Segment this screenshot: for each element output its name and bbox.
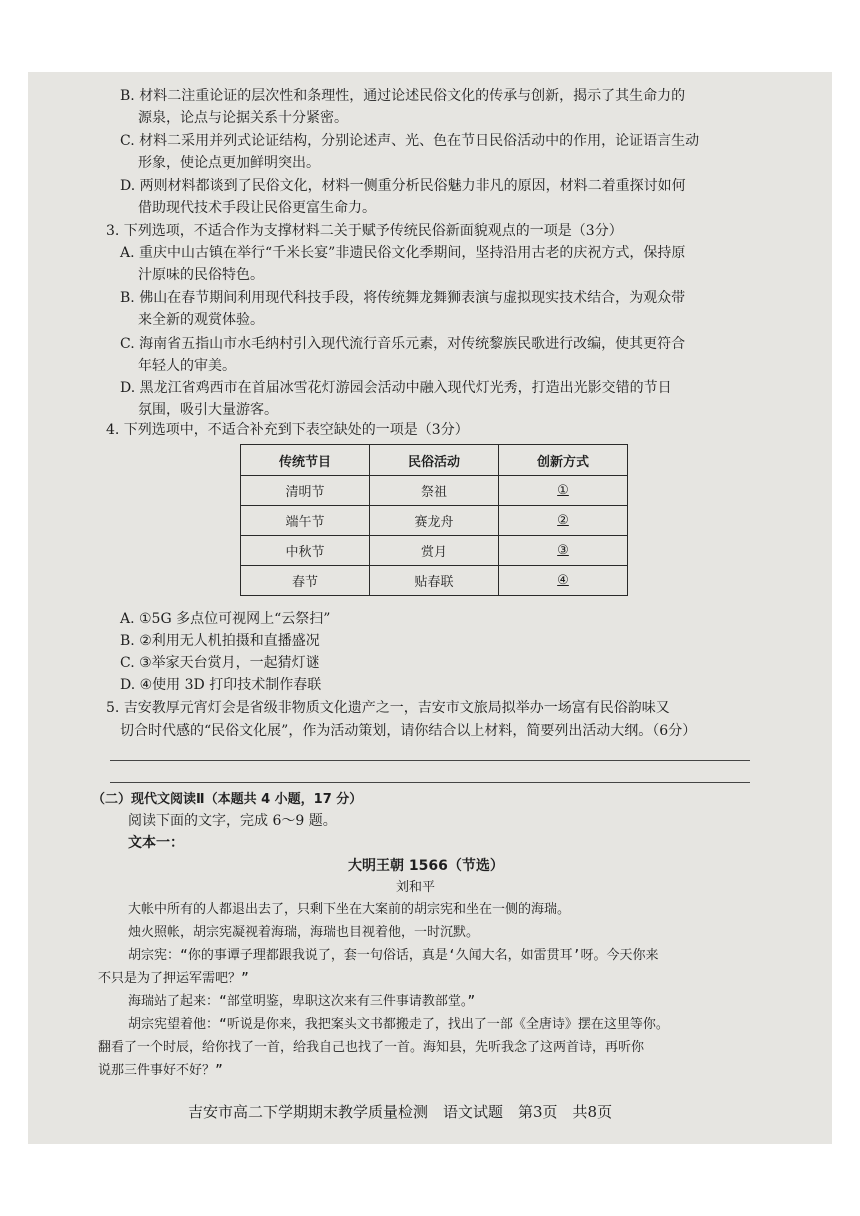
table-header-festival: 传统节目 [241,445,370,476]
q3-option-c: C. 海南省五指山市水毛纳村引入现代流行音乐元素，对传统黎族民歌进行改编，使其更符合 [120,336,686,352]
section-instruction: 阅读下面的文字，完成 6～9 题。 [128,813,337,829]
q4-option-d: D. ④使用 3D 打印技术制作春联 [120,677,322,693]
passage-title: 大明王朝 1566（节选） [348,858,504,874]
table-cell-activity: 赛龙舟 [370,506,499,536]
answer-line [110,782,750,783]
section-heading: （二）现代文阅读Ⅱ（本题共 4 小题，17 分） [92,792,363,807]
q3-stem: 3. 下列选项，不适合作为支撑材料二关于赋予传统民俗新面貌观点的一项是（3分） [106,223,623,239]
table-row [241,536,628,566]
passage-paragraph: 海瑞站了起来：“部堂明鉴，卑职这次来有三件事请教部堂。” [128,994,476,1009]
table-cell-festival: 中秋节 [241,536,370,566]
q5-stem-cont: 切合时代感的“民俗文化展”，作为活动策划，请你结合以上材料，简要列出活动大纲。（6分） [120,723,697,739]
q2-option-c: C. 材料二采用并列式论证结构，分别论述声、光、色在节日民俗活动中的作用，论证语言生动 [120,133,700,149]
table-row [241,566,628,596]
table-header-row [241,445,628,476]
q4-option-b: B. ②利用无人机拍摄和直播盛况 [120,633,320,649]
q4-option-c: C. ③举家天台赏月，一起猜灯谜 [120,655,320,671]
q2-option-b: B. 材料二注重论证的层次性和条理性，通过论述民俗文化的传承与创新，揭示了其生命力的 [120,88,686,104]
page-footer: 吉安市高二下学期期末教学质量检测 语文试题 第3页 共8页 [188,1103,613,1121]
table-row [241,506,628,536]
table-cell-festival: 春节 [241,566,370,596]
q4-option-a: A. ①5G 多点位可视网上“云祭扫” [120,611,331,627]
q2-option-b-cont: 源泉，论点与论据关系十分紧密。 [138,110,348,126]
table-row [241,476,628,506]
table-cell-festival: 端午节 [241,506,370,536]
passage-paragraph-cont: 翻看了一个时辰，给你找了一首，给我自己也找了一首。海知县，先听我念了这两首诗，再听你 [98,1040,645,1055]
q2-option-c-cont: 形象，使论点更加鲜明突出。 [138,155,320,171]
passage-paragraph: 烛火照帐，胡宗宪凝视着海瑞，海瑞也目视着他，一时沉默。 [128,925,480,940]
q3-option-b: B. 佛山在春节期间利用现代科技手段，将传统舞龙舞狮表演与虚拟现实技术结合，为观众带 [120,290,686,306]
q3-option-a-cont: 汁原味的民俗特色。 [138,267,264,283]
q2-option-d-cont: 借助现代技术手段让民俗更富生命力。 [138,200,376,216]
exam-page [28,72,832,1144]
q3-option-d: D. 黑龙江省鸡西市在首届冰雪花灯游园会活动中融入现代灯光秀，打造出光影交错的节日 [120,380,672,396]
passage-paragraph-cont: 说那三件事好不好？” [98,1063,223,1078]
q3-option-b-cont: 来全新的观赏体验。 [138,312,264,328]
table-header-activity: 民俗活动 [370,445,499,476]
table-cell-blank: ④ [499,566,628,596]
q3-option-d-cont: 氛围，吸引大量游客。 [138,402,278,418]
q5-stem: 5. 吉安教厚元宵灯会是省级非物质文化遗产之一，吉安市文旅局拟举办一场富有民俗韵味又 [106,700,670,716]
passage-paragraph: 胡宗宪：“你的事谭子理都跟我说了，套一句俗话，真是‘久闻大名，如雷贯耳’呀。今天你来 [128,948,659,963]
table-cell-activity: 贴春联 [370,566,499,596]
table-cell-blank: ① [499,476,628,506]
text-label: 文本一： [128,835,184,851]
q3-option-a: A. 重庆中山古镇在举行“千米长宴”非遗民俗文化季期间，坚持沿用古老的庆祝方式，保持原 [120,245,686,261]
q4-stem: 4. 下列选项中，不适合补充到下表空缺处的一项是（3分） [106,422,469,438]
table-cell-blank: ③ [499,536,628,566]
passage-paragraph: 大帐中所有的人都退出去了，只剩下坐在大案前的胡宗宪和坐在一侧的海瑞。 [128,902,571,917]
table-cell-activity: 赏月 [370,536,499,566]
table-cell-blank: ② [499,506,628,536]
table-cell-festival: 清明节 [241,476,370,506]
passage-paragraph-cont: 不只是为了押运军需吧？” [98,971,249,986]
table-header-innovation: 创新方式 [499,445,628,476]
passage-paragraph: 胡宗宪望着他：“听说是你来，我把案头文书都搬走了，找出了一部《全唐诗》摆在这里等你。 [128,1017,669,1032]
q3-option-c-cont: 年轻人的审美。 [138,358,236,374]
passage-author: 刘和平 [396,880,436,895]
answer-line [110,760,750,761]
festival-table [240,444,628,596]
q2-option-d: D. 两则材料都谈到了民俗文化，材料一侧重分析民俗魅力非凡的原因，材料二着重探讨如何 [120,178,686,194]
table-cell-activity: 祭祖 [370,476,499,506]
